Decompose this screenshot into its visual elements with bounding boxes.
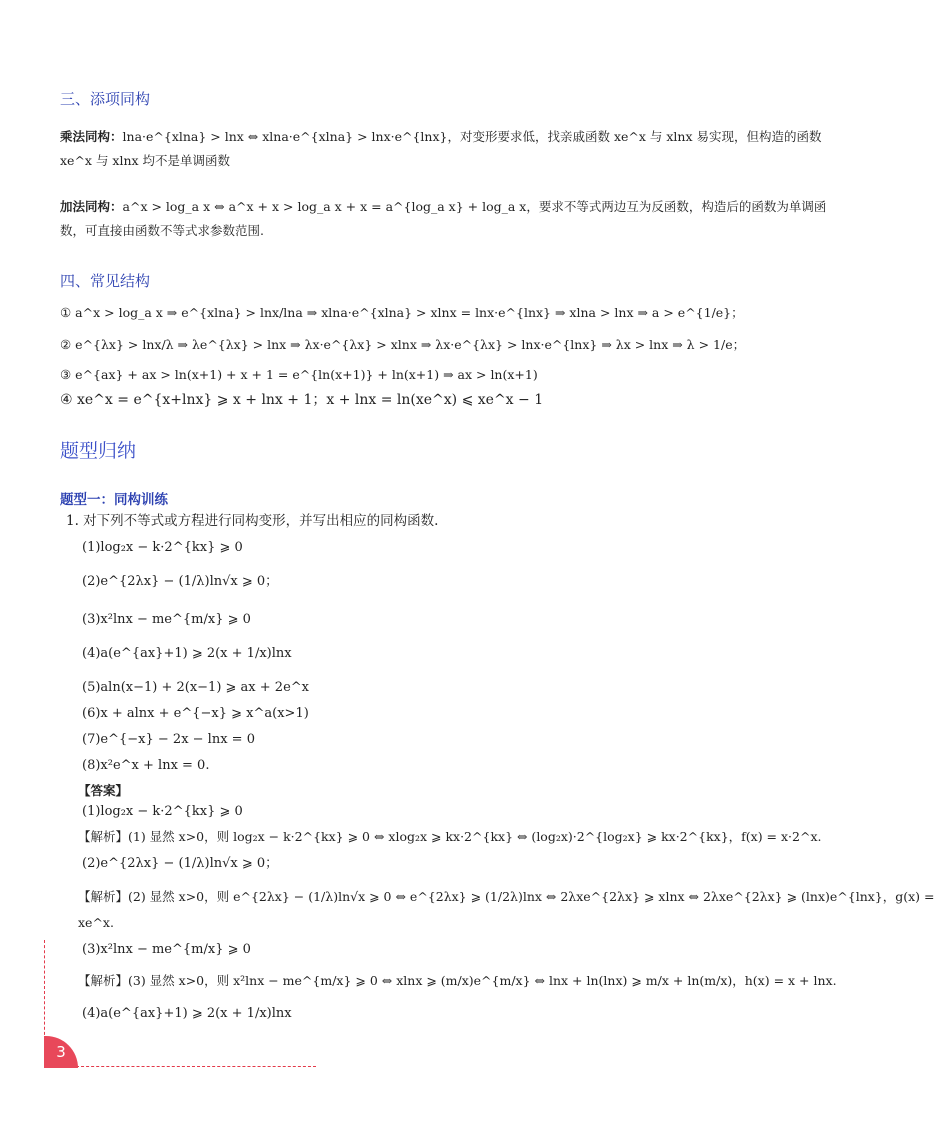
structure-item-3: ③ e^{ax} + ax > ln(x+1) + x + 1 = e^{ln(x+1)} + ln(x+1) ⇒ ax > ln(x+1)	[60, 367, 538, 382]
structure-item-2: ② e^{λx} > lnx/λ ⇒ λe^{λx} > lnx ⇒ λx·e^{λx} > xlnx ⇒ λx·e^{λx} > lnx·e^{lnx} ⇒ λx > lnx ⇒ λ > 1/e；	[60, 337, 746, 352]
answer-4: (4)a(e^{ax}+1) ⩾ 2(x + 1/x)lnx	[82, 1006, 292, 1021]
problem-part-8: (8)x²e^x + lnx = 0.	[82, 758, 210, 773]
mul-paragraph	[60, 128, 822, 146]
answer-2: (2)e^{2λx} − (1/λ)ln√x ⩾ 0；	[82, 856, 279, 871]
structure-item-1: ① a^x > log_a x ⇒ e^{xlna} > lnx/lna ⇒ xlna·e^{xlna} > xlnx = lnx·e^{lnx} ⇒ xlna > lnx ⇒ a > e^{1/e}；	[60, 305, 744, 320]
solution-1: 【解析】(1) 显然 x>0，则 log₂x − k·2^{kx} ⩾ 0 ⇔ xlog₂x ⩾ kx·2^{kx} ⇔ (log₂x)·2^{log₂x} ⩾ kx·2^{kx}，f(x) = x·2^x.	[78, 829, 822, 844]
page-number: 3	[44, 1036, 78, 1068]
page-border-vertical	[44, 940, 45, 1040]
add-label: 加法同构：	[60, 199, 123, 214]
solution-3: 【解析】(3) 显然 x>0，则 x²lnx − me^{m/x} ⩾ 0 ⇔ xlnx ⩾ (m/x)e^{m/x} ⇔ lnx + ln(lnx) ⩾ m/x + ln(m/x)，h(x) = x + lnx.	[78, 973, 837, 988]
mul-text-cont: xe^x 与 xlnx 均不是单调函数	[60, 153, 231, 168]
section-title-3: 三、添项同构	[60, 90, 151, 108]
problem-part-2: (2)e^{2λx} − (1/λ)ln√x ⩾ 0；	[82, 574, 279, 589]
main-heading: 题型归纳	[60, 440, 137, 462]
section-title-4: 四、常见结构	[60, 272, 151, 290]
problem-part-4: (4)a(e^{ax}+1) ⩾ 2(x + 1/x)lnx	[82, 646, 292, 661]
subheading: 题型一：同构训练	[60, 492, 168, 508]
problem-part-1: (1)log₂x − k·2^{kx} ⩾ 0	[82, 540, 243, 555]
add-text-cont: 数，可直接由函数不等式求参数范围.	[60, 223, 264, 238]
add-text: a^x > log_a x ⇔ a^x + x > log_a x + x = a^{log_a x} + log_a x，要求不等式两边互为反函数，构造后的函数为单调函	[122, 199, 827, 214]
problem-part-7: (7)e^{−x} − 2x − lnx = 0	[82, 732, 255, 747]
answer-3: (3)x²lnx − me^{m/x} ⩾ 0	[82, 942, 251, 957]
problem-part-6: (6)x + alnx + e^{−x} ⩾ x^a(x>1)	[82, 706, 309, 721]
add-paragraph	[60, 198, 826, 216]
solution-2-cont: xe^x.	[78, 915, 114, 930]
problem-intro: 1. 对下列不等式或方程进行同构变形，并写出相应的同构函数.	[66, 513, 439, 529]
structure-item-4: ④ xe^x = e^{x+lnx} ⩾ x + lnx + 1；x + lnx = ln(xe^x) ⩽ xe^x − 1	[60, 392, 544, 408]
problem-part-3: (3)x²lnx − me^{m/x} ⩾ 0	[82, 612, 251, 627]
answer-1: (1)log₂x − k·2^{kx} ⩾ 0	[82, 804, 243, 819]
page-border-horizontal	[76, 1066, 316, 1067]
mul-label: 乘法同构：	[60, 129, 123, 144]
mul-text: lna·e^{xlna} > lnx ⇔ xlna·e^{xlna} > lnx·e^{lnx}，对变形要求低，找亲戚函数 xe^x 与 xlnx 易实现，但构造的函数	[122, 129, 822, 144]
problem-part-5: (5)aln(x−1) + 2(x−1) ⩾ ax + 2e^x	[82, 680, 309, 695]
answer-label: 【答案】	[78, 783, 129, 798]
solution-2: 【解析】(2) 显然 x>0，则 e^{2λx} − (1/λ)ln√x ⩾ 0 ⇔ e^{2λx} ⩾ (1/2λ)lnx ⇔ 2λxe^{2λx} ⩾ xlnx ⇔ 2λxe^{2λx} ⩾ (lnx)e^{lnx}，g(x) =	[78, 889, 935, 904]
